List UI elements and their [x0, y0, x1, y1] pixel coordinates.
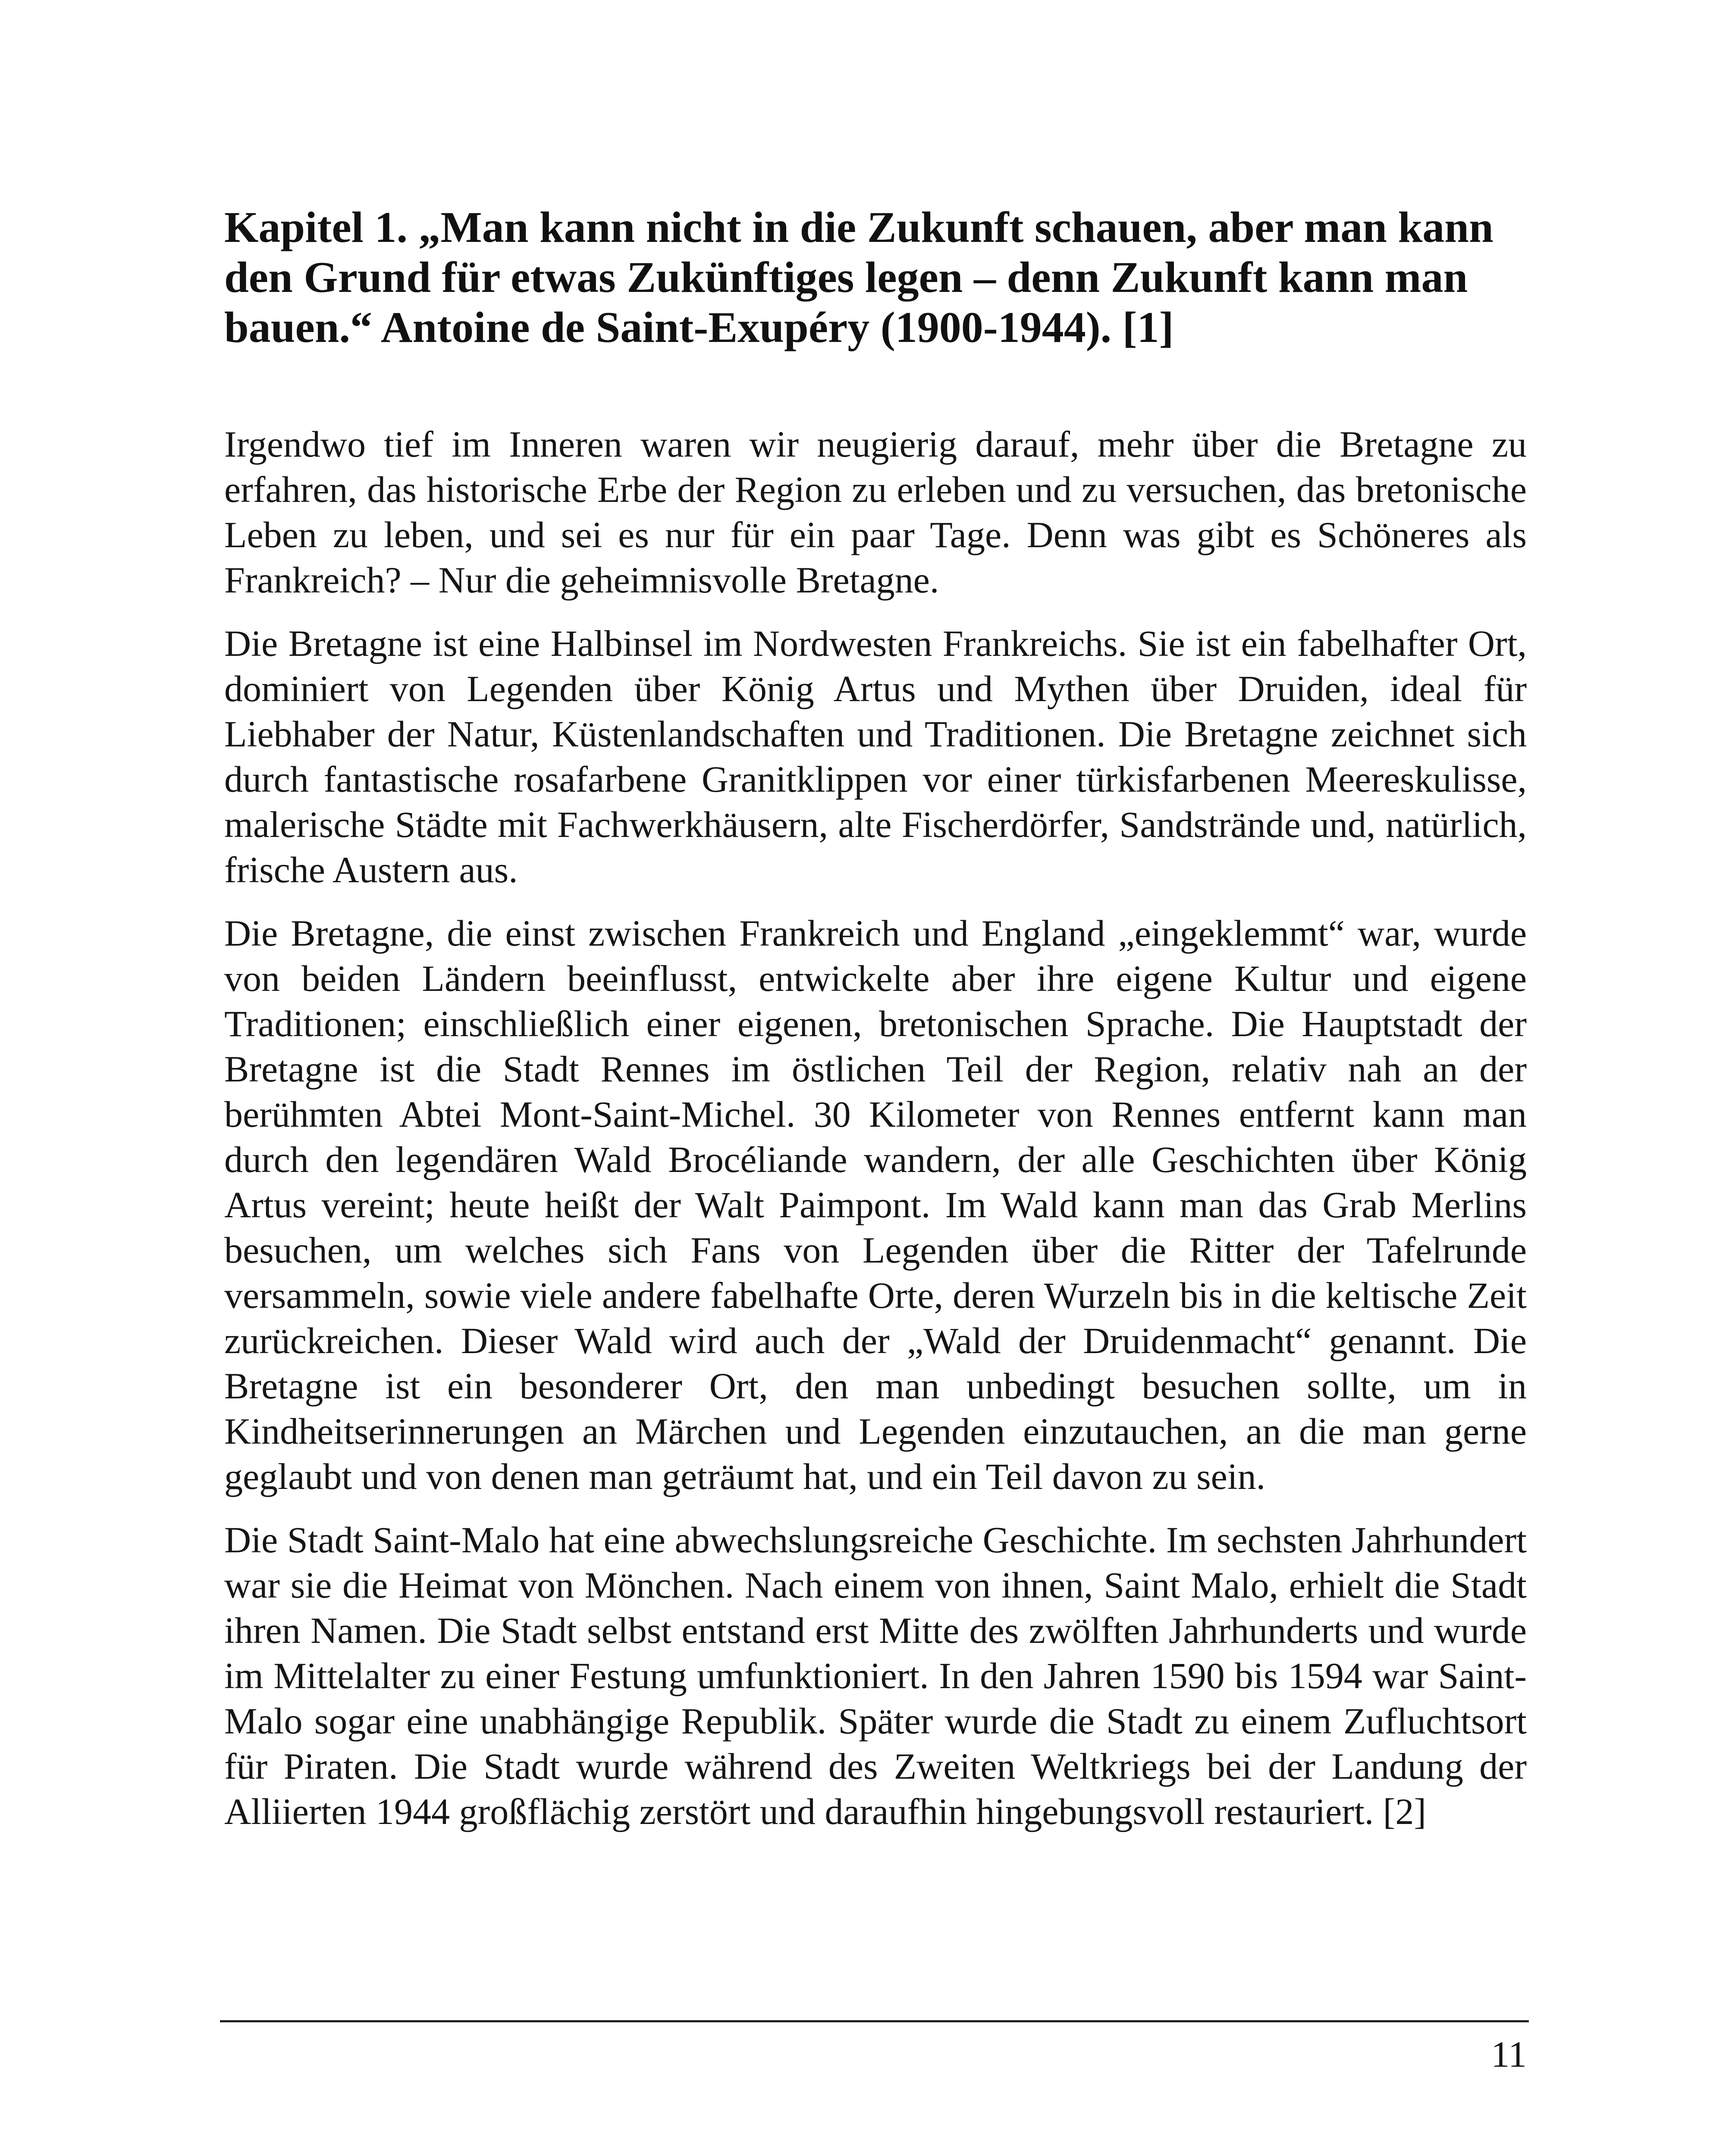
- page-content: [224, 203, 1527, 1852]
- page-number: 11: [1491, 2034, 1527, 2075]
- body-paragraph-1: Irgendwo tief im Inneren waren wir neugierig darauf, mehr über die Bretagne zu erfahren, das historische Erbe der Region zu erleben und zu versuchen, das bretonische Leben zu leben, und sei es nur für ein paar Tage. Denn was gibt es Schöneres als Frankreich? – Nur die geheimnisvolle Bretagne.: [224, 423, 1527, 601]
- body-paragraph-2: Die Bretagne ist eine Halbinsel im Nordwesten Frankreichs. Sie ist ein fabelhafter Ort, dominiert von Legenden über König Artus und Mythen über Druiden, ideal für Liebhaber der Natur, Küstenlandschaften und Traditionen. Die Bretagne zeichnet sich durch fantastische rosafarbene Granitklippen vor einer türkisfarbenen Meereskulisse, malerische Städte mit Fachwerkhäusern, alte Fischerdörfer, Sandstrände und, natürlich, frische Austern aus.: [224, 623, 1527, 890]
- chapter-title: Kapitel 1. „Man kann nicht in die Zukunft schauen, aber man kann den Grund für etwas Zukünftiges legen – denn Zukunft kann man bauen.“ Antoine de Saint-Exupéry (1900-1944). [1]: [224, 203, 1494, 352]
- footer-divider: [220, 2020, 1529, 2022]
- body-paragraph-3: Die Bretagne, die einst zwischen Frankreich und England „eingeklemmt“ war, wurde von beiden Ländern beeinflusst, entwickelte aber ihre eigene Kultur und eigene Traditionen; einschließlich einer eigenen, bretonischen Sprache. Die Hauptstadt der Bretagne ist die Stadt Rennes im östlichen Teil der Region, relativ nah an der berühmten Abtei Mont-Saint-Michel. 30 Kilometer von Rennes entfernt kann man durch den legendären Wald Brocéliande wandern, der alle Geschichten über König Artus vereint; heute heißt der Walt Paimpont. Im Wald kann man das Grab Merlins besuchen, um welches sich Fans von Legenden über die Ritter der Tafelrunde versammeln, sowie viele andere fabelhafte Orte, deren Wurzeln bis in die keltische Zeit zurückreichen. Dieser Wald wird auch der „Wald der Druidenmacht“ genannt. Die Bretagne ist ein besonderer Ort, den man unbedingt besuchen sollte, um in Kindheitserinnerungen an Märchen und Legenden einzutauchen, an die man gerne geglaubt und von denen man geträumt hat, und ein Teil davon zu sein.: [224, 912, 1527, 1497]
- body-paragraph-4: Die Stadt Saint-Malo hat eine abwechslungsreiche Geschichte. Im sechsten Jahrhundert war sie die Heimat von Mönchen. Nach einem von ihnen, Saint Malo, erhielt die Stadt ihren Namen. Die Stadt selbst entstand erst Mitte des zwölften Jahrhunderts und wurde im Mittelalter zu einer Festung umfunktioniert. In den Jahren 1590 bis 1594 war Saint-Malo sogar eine unabhängige Republik. Später wurde die Stadt zu einem Zufluchtsort für Piraten. Die Stadt wurde während des Zweiten Weltkriegs bei der Landung der Alliierten 1944 großflächig zerstört und daraufhin hingebungsvoll restauriert. [2]: [224, 1519, 1527, 1832]
